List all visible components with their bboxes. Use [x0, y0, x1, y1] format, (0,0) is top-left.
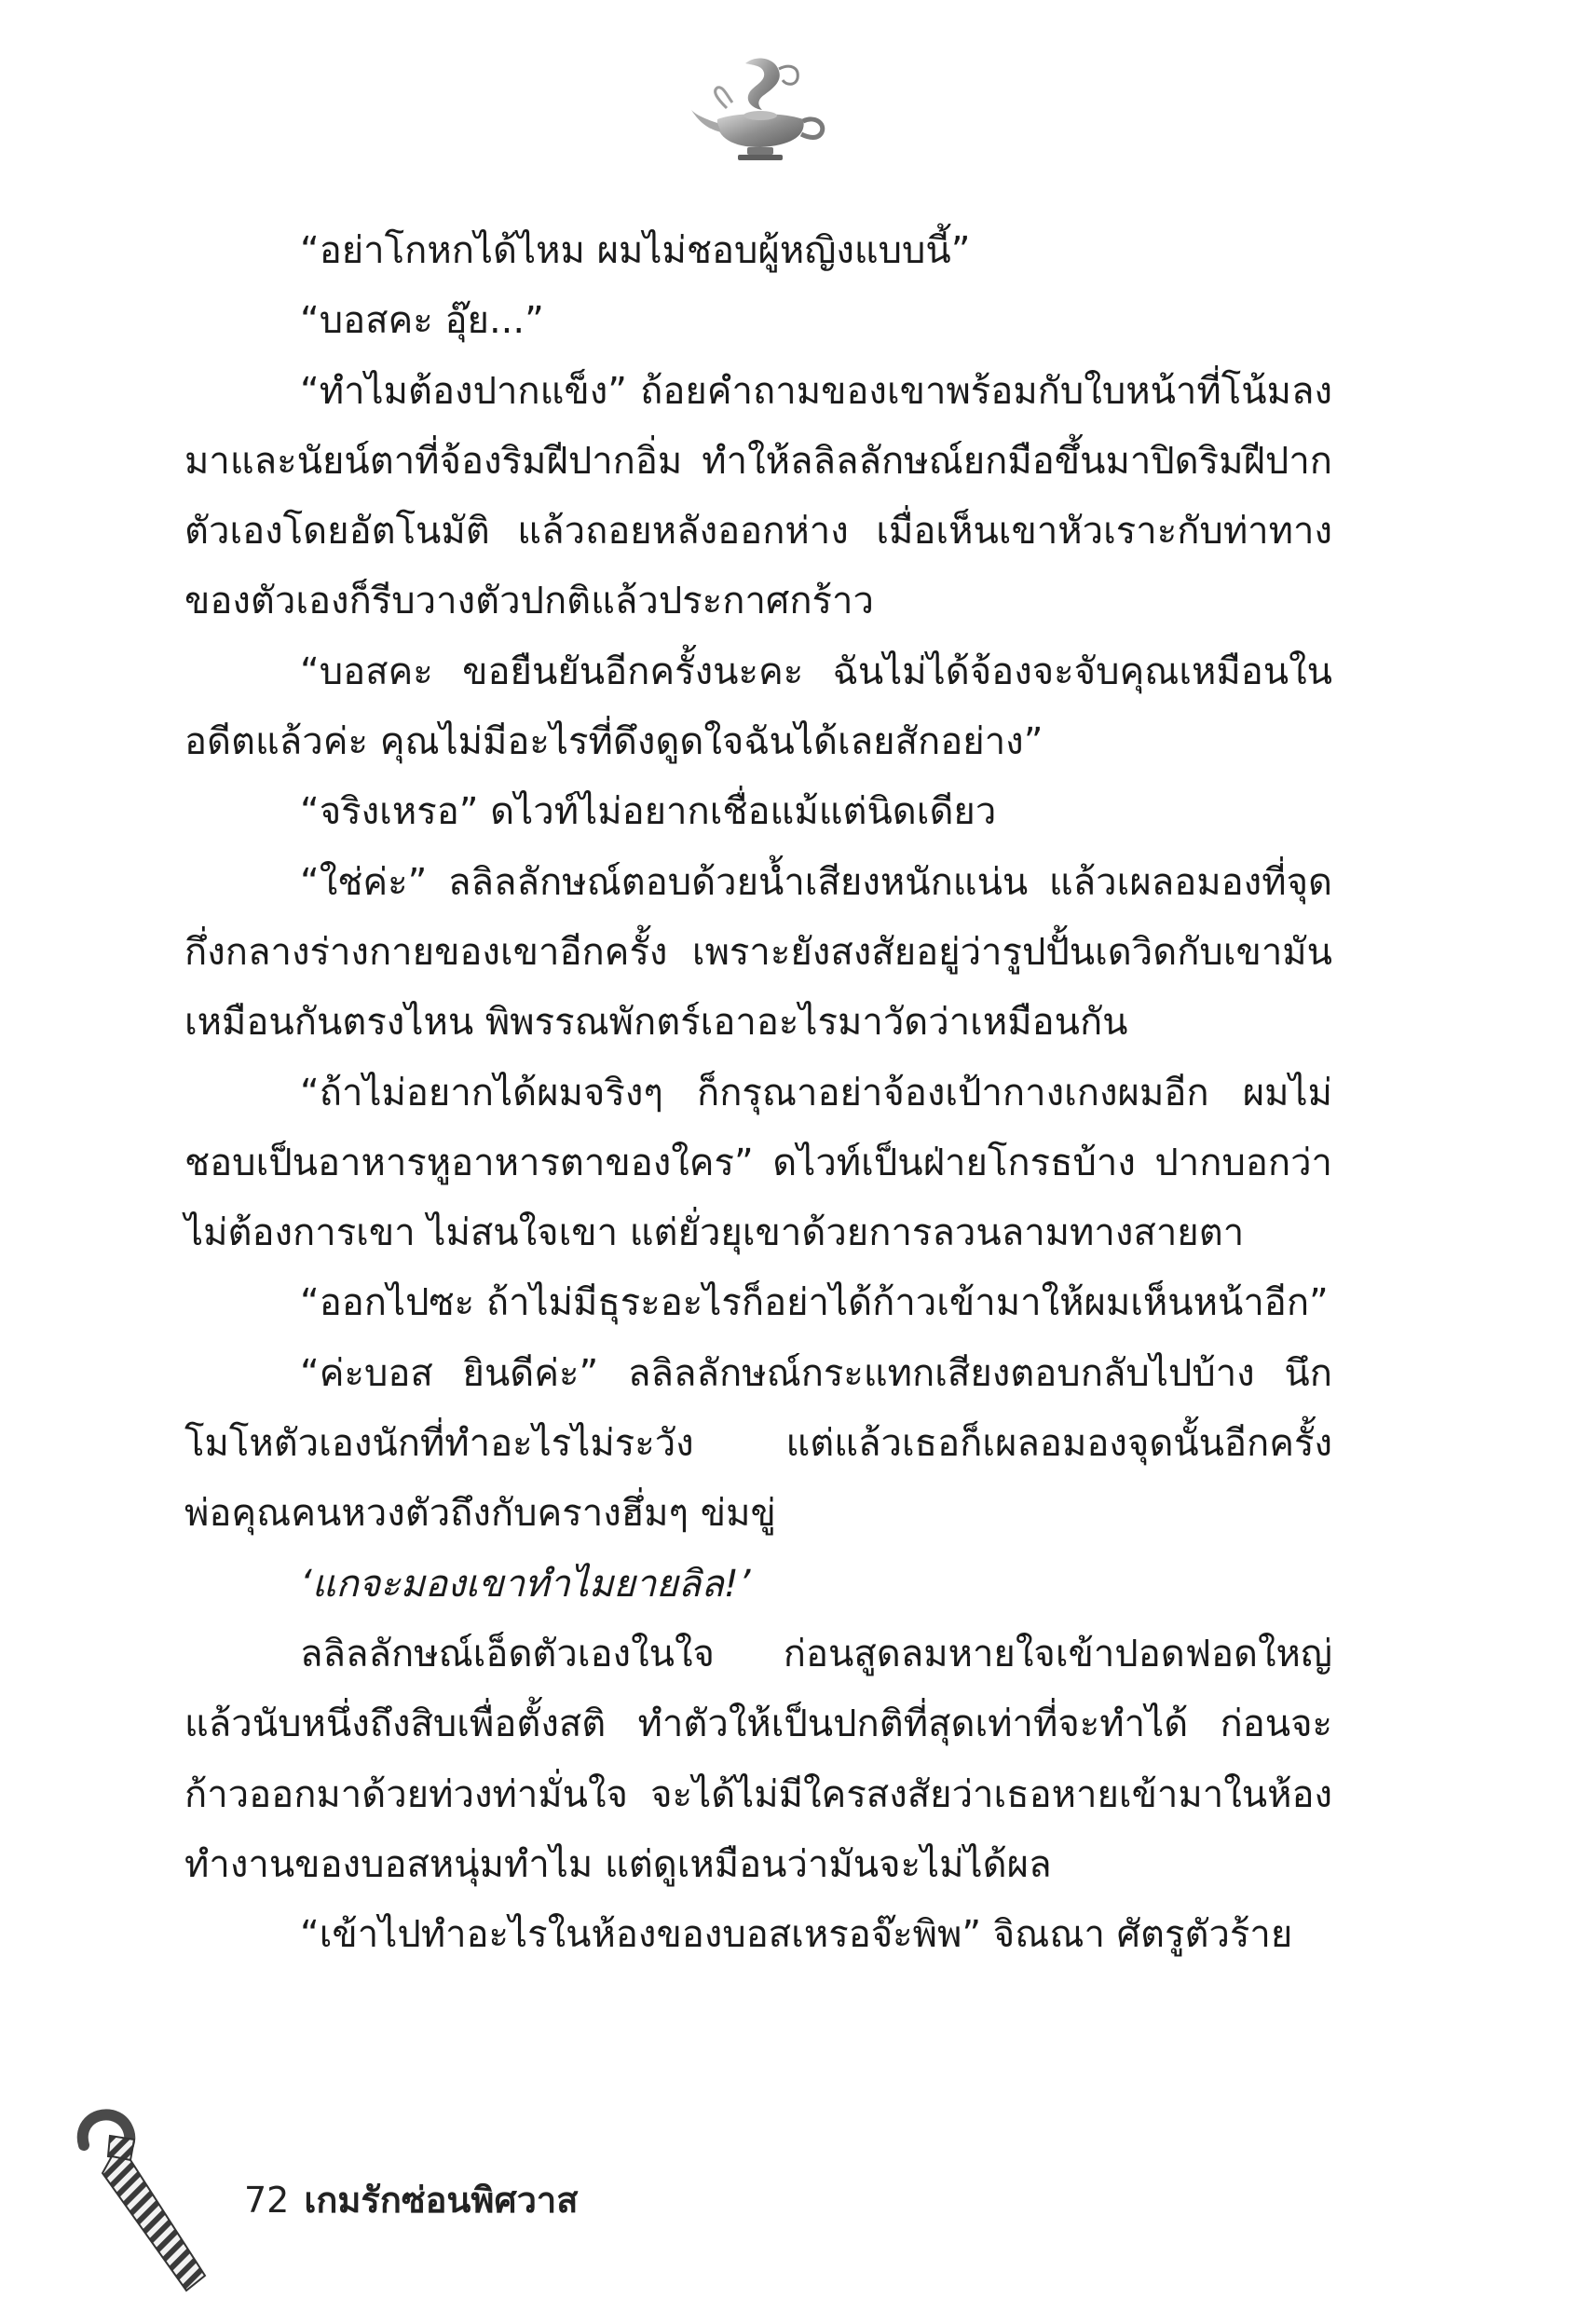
book-title: เกมรักซ่อนพิศวาส	[304, 2180, 579, 2221]
paragraph-1: “อย่าโกหกได้ไหม ผมไม่ชอบผู้หญิงแบบนี้”	[300, 229, 971, 272]
page-footer	[244, 2171, 578, 2228]
paragraph-2: “บอสคะ อุ๊ย...”	[300, 299, 544, 343]
paragraph-4: “บอสคะ ขอยืนยันอีกครั้งนะคะ ฉันไม่ได้จ้องจะจับคุณเหมือนในอดีตแล้วค่ะ คุณไม่มีอะไรที่ดึงดูดใจฉันได้เลยสักอย่าง”	[184, 650, 1332, 764]
paragraph-3: “ทำไมต้องปากแข็ง” ถ้อยคำถามของเขาพร้อมกับใบหน้าที่โน้มลงมาและนัยน์ตาที่จ้องริมฝีปากอิ่ม ทำให้ลลิลลักษณ์ยกมือขึ้นมาปิดริมฝีปากตัวเองโดยอัตโนมัติ แล้วถอยหลังออกห่าง เมื่อเห็นเขาหัวเราะกับท่าทางของตัวเองก็รีบวางตัวปกติแล้วประกาศกร้าว	[184, 369, 1332, 623]
paragraph-12: “เข้าไปทำอะไรในห้องของบอสเหรอจ๊ะพิพ” จิณณา ศัตรูตัวร้าย	[300, 1913, 1293, 1957]
paragraph-5: “จริงเหรอ” ดไวท์ไม่อยากเชื่อแม้แต่นิดเดียว	[300, 790, 997, 834]
necktie-icon	[75, 2108, 224, 2294]
paragraph-11: ลลิลลักษณ์เอ็ดตัวเองในใจ ก่อนสูดลมหายใจเข้าปอดฟอดใหญ่แล้วนับหนึ่งถึงสิบเพื่อตั้งสติ ทำตัวให้เป็นปกติที่สุดเท่าที่จะทำได้ ก่อนจะก้าวออกมาด้วยท่วงท่ามั่นใจ จะได้ไม่มีใครสงสัยว่าเธอหายเข้ามาในห้องทำงานของบอสหนุ่มทำไม แต่ดูเหมือนว่ามันจะไม่ได้ผล	[184, 1632, 1332, 1886]
page-number: 72	[244, 2180, 290, 2221]
paragraph-8: “ออกไปซะ ถ้าไม่มีธุระอะไรก็อย่าได้ก้าวเข้ามาให้ผมเห็นหน้าอีก”	[300, 1281, 1329, 1325]
genie-lamp-icon	[689, 54, 829, 164]
paragraph-10-inner-thought: ‘แกจะมองเขาทำไมยายลิล!’	[300, 1562, 751, 1606]
paragraph-9: “ค่ะบอส ยินดีค่ะ” ลลิลลักษณ์กระแทกเสียงตอบกลับไปบ้าง นึกโมโหตัวเองนักที่ทำอะไรไม่ระวัง แต่แล้วเธอก็เผลอมองจุดนั้นอีกครั้ง พ่อคุณคนหวงตัวถึงกับครางฮึ่มๆ ข่มขู่	[184, 1351, 1332, 1536]
body-text	[184, 216, 1332, 1970]
paragraph-6: “ใช่ค่ะ” ลลิลลักษณ์ตอบด้วยน้ำเสียงหนักแน่น แล้วเผลอมองที่จุดกึ่งกลางร่างกายของเขาอีกครั้ง เพราะยังสงสัยอยู่ว่ารูปปั้นเดวิดกับเขามันเหมือนกันตรงไหน พิพรรณพักตร์เอาอะไรมาวัดว่าเหมือนกัน	[184, 860, 1332, 1045]
paragraph-7: “ถ้าไม่อยากได้ผมจริงๆ ก็กรุณาอย่าจ้องเป้ากางเกงผมอีก ผมไม่ชอบเป็นอาหารหูอาหารตาของใคร” ดไวท์เป็นฝ่ายโกรธบ้าง ปากบอกว่าไม่ต้องการเขา ไม่สนใจเขา แต่ยั่วยุเขาด้วยการลวนลามทางสายตา	[184, 1071, 1332, 1255]
